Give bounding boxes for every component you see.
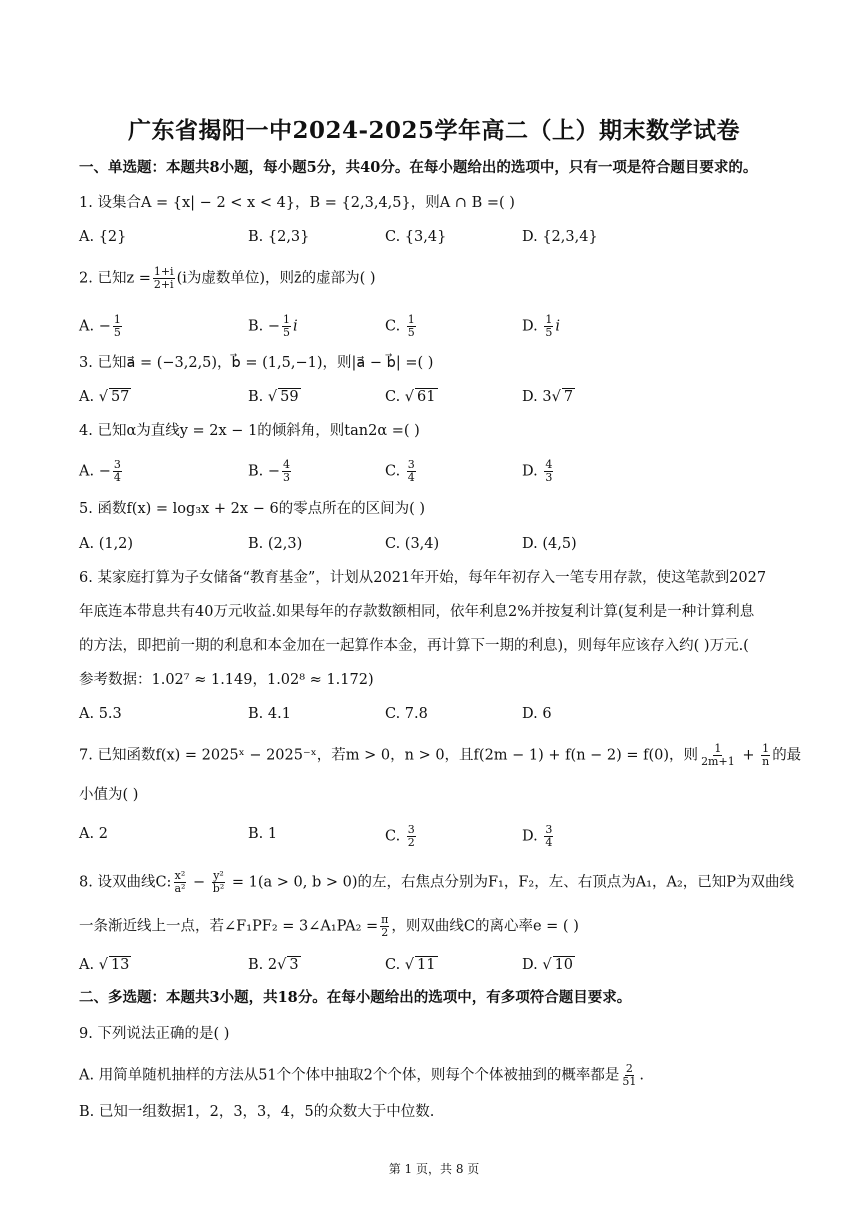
q7-f2-den: n: [762, 755, 770, 768]
q8-frac-3: [380, 914, 389, 939]
q3-c-prefix: C.: [385, 389, 405, 405]
q3-b-radicand: 59: [280, 389, 299, 405]
question-8-line-2: [79, 914, 579, 939]
q2-b-prefix: B. −: [248, 318, 281, 335]
q4-a-prefix: A. −: [79, 463, 111, 480]
q8-line2-post: ，则双曲线C的离心率e = ( ): [391, 918, 579, 935]
q8-c-radicand: 11: [417, 957, 436, 973]
q9-a-text: A. 用简单随机抽样的方法从51个个体中抽取2个个体，则每个个体被抽到的概率都是: [79, 1067, 620, 1084]
q3-option-a[interactable]: A. √ 57: [79, 389, 130, 405]
q4-option-a[interactable]: [79, 459, 124, 484]
q4-d-prefix: D.: [522, 463, 543, 480]
question-9-stem: 9. 下列说法正确的是( ): [79, 1026, 230, 1042]
q7-d-den: 4: [545, 836, 553, 849]
q9-a-frac: [621, 1063, 637, 1088]
q2-option-b[interactable]: [248, 314, 298, 339]
q3-c-radicand: 61: [417, 389, 436, 405]
q2-c-num: 1: [407, 313, 415, 326]
q4-a-frac: [113, 459, 122, 484]
q2-a-frac: [113, 314, 122, 339]
q8-stem-post: = 1(a > 0, b > 0)的左，右焦点分别为F₁，F₂，左、右顶点为A₁，A₂，已知P为双曲线: [227, 874, 795, 891]
q2-frac-den: 2+i: [153, 278, 174, 291]
q4-b-frac: [282, 459, 291, 484]
q3-option-b[interactable]: B. √ 59: [248, 389, 299, 405]
q4-b-num: 4: [283, 458, 291, 471]
question-7-line-2: 小值为( ): [79, 787, 139, 803]
q2-d-num: 1: [545, 313, 553, 326]
q3-a-radicand: 57: [110, 389, 130, 405]
q5-option-a[interactable]: A. (1,2): [79, 536, 134, 552]
q9-a-suffix: .: [639, 1067, 644, 1084]
q5-option-c[interactable]: C. (3,4): [385, 536, 440, 552]
q1-option-b[interactable]: B. {2,3}: [248, 229, 310, 245]
q8-frac-1: [173, 870, 186, 895]
q8-a-radicand: 13: [110, 957, 130, 973]
q2-b-suffix: i: [293, 318, 298, 335]
q4-option-b[interactable]: [248, 459, 293, 484]
q7-c-prefix: C.: [385, 828, 405, 845]
q8-f1-num: x²: [174, 869, 186, 882]
q2-stem-post: (i为虚数单位)，则z̄的虚部为( ): [176, 270, 376, 287]
q8-option-d[interactable]: D. √ 10: [522, 957, 574, 973]
q2-a-den: 5: [113, 326, 121, 339]
q6-option-b[interactable]: B. 4.1: [248, 706, 291, 722]
q4-c-frac: [407, 459, 416, 484]
q8-line2-pre: 一条渐近线上一点，若∠F₁PF₂ = 3∠A₁PA₂ =: [79, 918, 379, 935]
q8-b-radicand: 3: [289, 957, 299, 973]
q8-f3-den: 2: [381, 926, 389, 939]
q7-frac-1: [700, 743, 736, 768]
question-5-stem: 5. 函数f(x) = log₃x + 2x − 6的零点所在的区间为( ): [79, 501, 426, 517]
q2-fraction: [153, 266, 175, 291]
q4-option-d[interactable]: [522, 459, 555, 484]
q7-f1-den: 2m+1: [701, 755, 735, 768]
question-8-line-1: [79, 870, 794, 895]
q8-minus: −: [188, 874, 210, 891]
q8-option-a[interactable]: A. √ 13: [79, 957, 130, 973]
q3-b-prefix: B.: [248, 389, 268, 405]
q2-c-prefix: C.: [385, 318, 405, 335]
q3-d-radicand: 7: [563, 389, 574, 405]
q5-option-d[interactable]: D. (4,5): [522, 536, 577, 552]
q2-frac-num: 1+i: [153, 265, 174, 278]
q7-stem-pre: 7. 已知函数f(x) = 2025ˣ − 2025⁻ˣ，若m > 0，n > 0，且f(2m − 1) + f(n − 2) = f(0)，则: [79, 747, 699, 764]
q1-option-c[interactable]: C. {3,4}: [385, 229, 447, 245]
q7-d-frac: [544, 824, 553, 849]
q6-option-a[interactable]: A. 5.3: [79, 706, 122, 722]
q8-f2-den: b²: [212, 882, 225, 895]
q7-frac-2: [761, 743, 770, 768]
q1-option-a[interactable]: A. {2}: [79, 229, 127, 245]
q2-d-frac: [544, 314, 553, 339]
q2-option-c[interactable]: [385, 314, 418, 339]
q7-c-num: 3: [407, 823, 415, 836]
q7-c-frac: [407, 824, 416, 849]
q6-option-c[interactable]: C. 7.8: [385, 706, 428, 722]
page-footer: 第 1 页，共 8 页: [388, 1162, 480, 1176]
q2-d-den: 5: [545, 326, 553, 339]
q4-b-den: 3: [283, 471, 291, 484]
q4-option-c[interactable]: [385, 459, 418, 484]
q6-option-d[interactable]: D. 6: [522, 706, 552, 722]
question-6-line-4: 参考数据：1.02⁷ ≈ 1.149，1.02⁸ ≈ 1.172): [79, 672, 374, 688]
q2-option-d[interactable]: [522, 314, 560, 339]
question-7-line-1: [79, 743, 801, 768]
q7-option-a[interactable]: A. 2: [79, 826, 108, 842]
q7-option-c[interactable]: [385, 824, 418, 849]
q4-c-den: 4: [407, 471, 415, 484]
q7-d-num: 3: [545, 823, 553, 836]
q2-option-a[interactable]: [79, 314, 124, 339]
q5-option-b[interactable]: B. (2,3): [248, 536, 303, 552]
q7-c-den: 2: [407, 836, 415, 849]
q9-a-den: 51: [622, 1075, 637, 1088]
q8-b-prefix: B. 2: [248, 957, 278, 973]
question-4-stem: 4. 已知α为直线y = 2x − 1的倾斜角，则tan2α =( ): [79, 423, 420, 439]
q3-option-d[interactable]: D. 3√ 7: [522, 389, 574, 405]
q8-option-b[interactable]: B. 2√ 3: [248, 957, 299, 973]
q8-frac-2: [212, 870, 225, 895]
q2-d-prefix: D.: [522, 318, 543, 335]
q8-a-prefix: A.: [79, 957, 99, 973]
question-6-line-2: 年底连本带息共有40万元收益.如果每年的存款数额相同，依年利息2%并按复利计算(复利是一种计算利息: [79, 604, 755, 620]
section-heading-single-choice: 一、单选题：本题共8小题，每小题5分，共40分。在每小题给出的选项中，只有一项是符合题目要求的。: [79, 159, 758, 176]
q2-c-den: 5: [407, 326, 415, 339]
q4-c-num: 3: [407, 458, 415, 471]
q2-d-suffix: i: [555, 318, 560, 335]
q8-d-prefix: D.: [522, 957, 543, 973]
q7-option-d[interactable]: [522, 824, 555, 849]
question-1-stem: 1. 设集合A = {x| − 2 < x < 4}，B = {2,3,4,5}，则A ∩ B =( ): [79, 195, 515, 211]
q8-c-prefix: C.: [385, 957, 405, 973]
q7-f1-num: 1: [714, 742, 722, 755]
q3-option-c[interactable]: C. √ 61: [385, 389, 436, 405]
q4-c-prefix: C.: [385, 463, 405, 480]
q2-b-frac: [282, 314, 291, 339]
q7-option-b[interactable]: B. 1: [248, 826, 278, 842]
q7-stem-post: 的最: [772, 747, 802, 764]
q9-option-a[interactable]: [79, 1063, 644, 1088]
q3-d-prefix: D. 3: [522, 389, 552, 405]
q8-option-c[interactable]: C. √ 11: [385, 957, 436, 973]
q4-d-den: 3: [545, 471, 553, 484]
q4-b-prefix: B. −: [248, 463, 281, 480]
question-6-line-3: 的方法，即把前一期的利息和本金加在一起算作本金，再计算下一期的利息)，则每年应该存入约( )万元.(: [79, 638, 749, 654]
q7-d-prefix: D.: [522, 828, 543, 845]
question-3-stem: 3. 已知a⃗ = (−3,2,5)，b⃗ = (1,5,−1)，则|a⃗ − b⃗| =( ): [79, 355, 434, 371]
q4-d-num: 4: [545, 458, 553, 471]
q8-f3-num: π: [381, 913, 389, 926]
q9-option-b[interactable]: B. 已知一组数据1，2，3，3，4，5的众数大于中位数.: [79, 1104, 435, 1120]
q2-a-num: 1: [113, 313, 121, 326]
q7-f2-num: 1: [762, 742, 770, 755]
q2-c-frac: [407, 314, 416, 339]
q3-a-prefix: A.: [79, 389, 99, 405]
section-heading-multiple-choice: 二、多选题：本题共3小题，共18分。在每小题给出的选项中，有多项符合题目要求。: [79, 989, 632, 1006]
q8-d-radicand: 10: [554, 957, 574, 973]
q8-stem-pre: 8. 设双曲线C:: [79, 874, 172, 891]
question-2-stem: [79, 266, 376, 291]
q8-f2-num: y²: [213, 869, 224, 882]
question-6-line-1: 6. 某家庭打算为子女储备“教育基金”，计划从2021年开始，每年年初存入一笔专用存款，使这笔款到2027: [79, 570, 767, 586]
q2-a-prefix: A. −: [79, 318, 111, 335]
q2-b-num: 1: [283, 313, 291, 326]
q8-f1-den: a²: [174, 882, 186, 895]
q2-stem-pre: 2. 已知z =: [79, 270, 151, 287]
q2-b-den: 5: [283, 326, 291, 339]
q4-a-num: 3: [113, 458, 121, 471]
q1-option-d[interactable]: D. {2,3,4}: [522, 229, 598, 245]
q9-a-num: 2: [625, 1062, 633, 1075]
q4-a-den: 4: [113, 471, 121, 484]
page-title: 广东省揭阳一中2024-2025学年高二（上）期末数学试卷: [127, 117, 741, 144]
q4-d-frac: [544, 459, 553, 484]
q7-plus: +: [737, 747, 760, 764]
